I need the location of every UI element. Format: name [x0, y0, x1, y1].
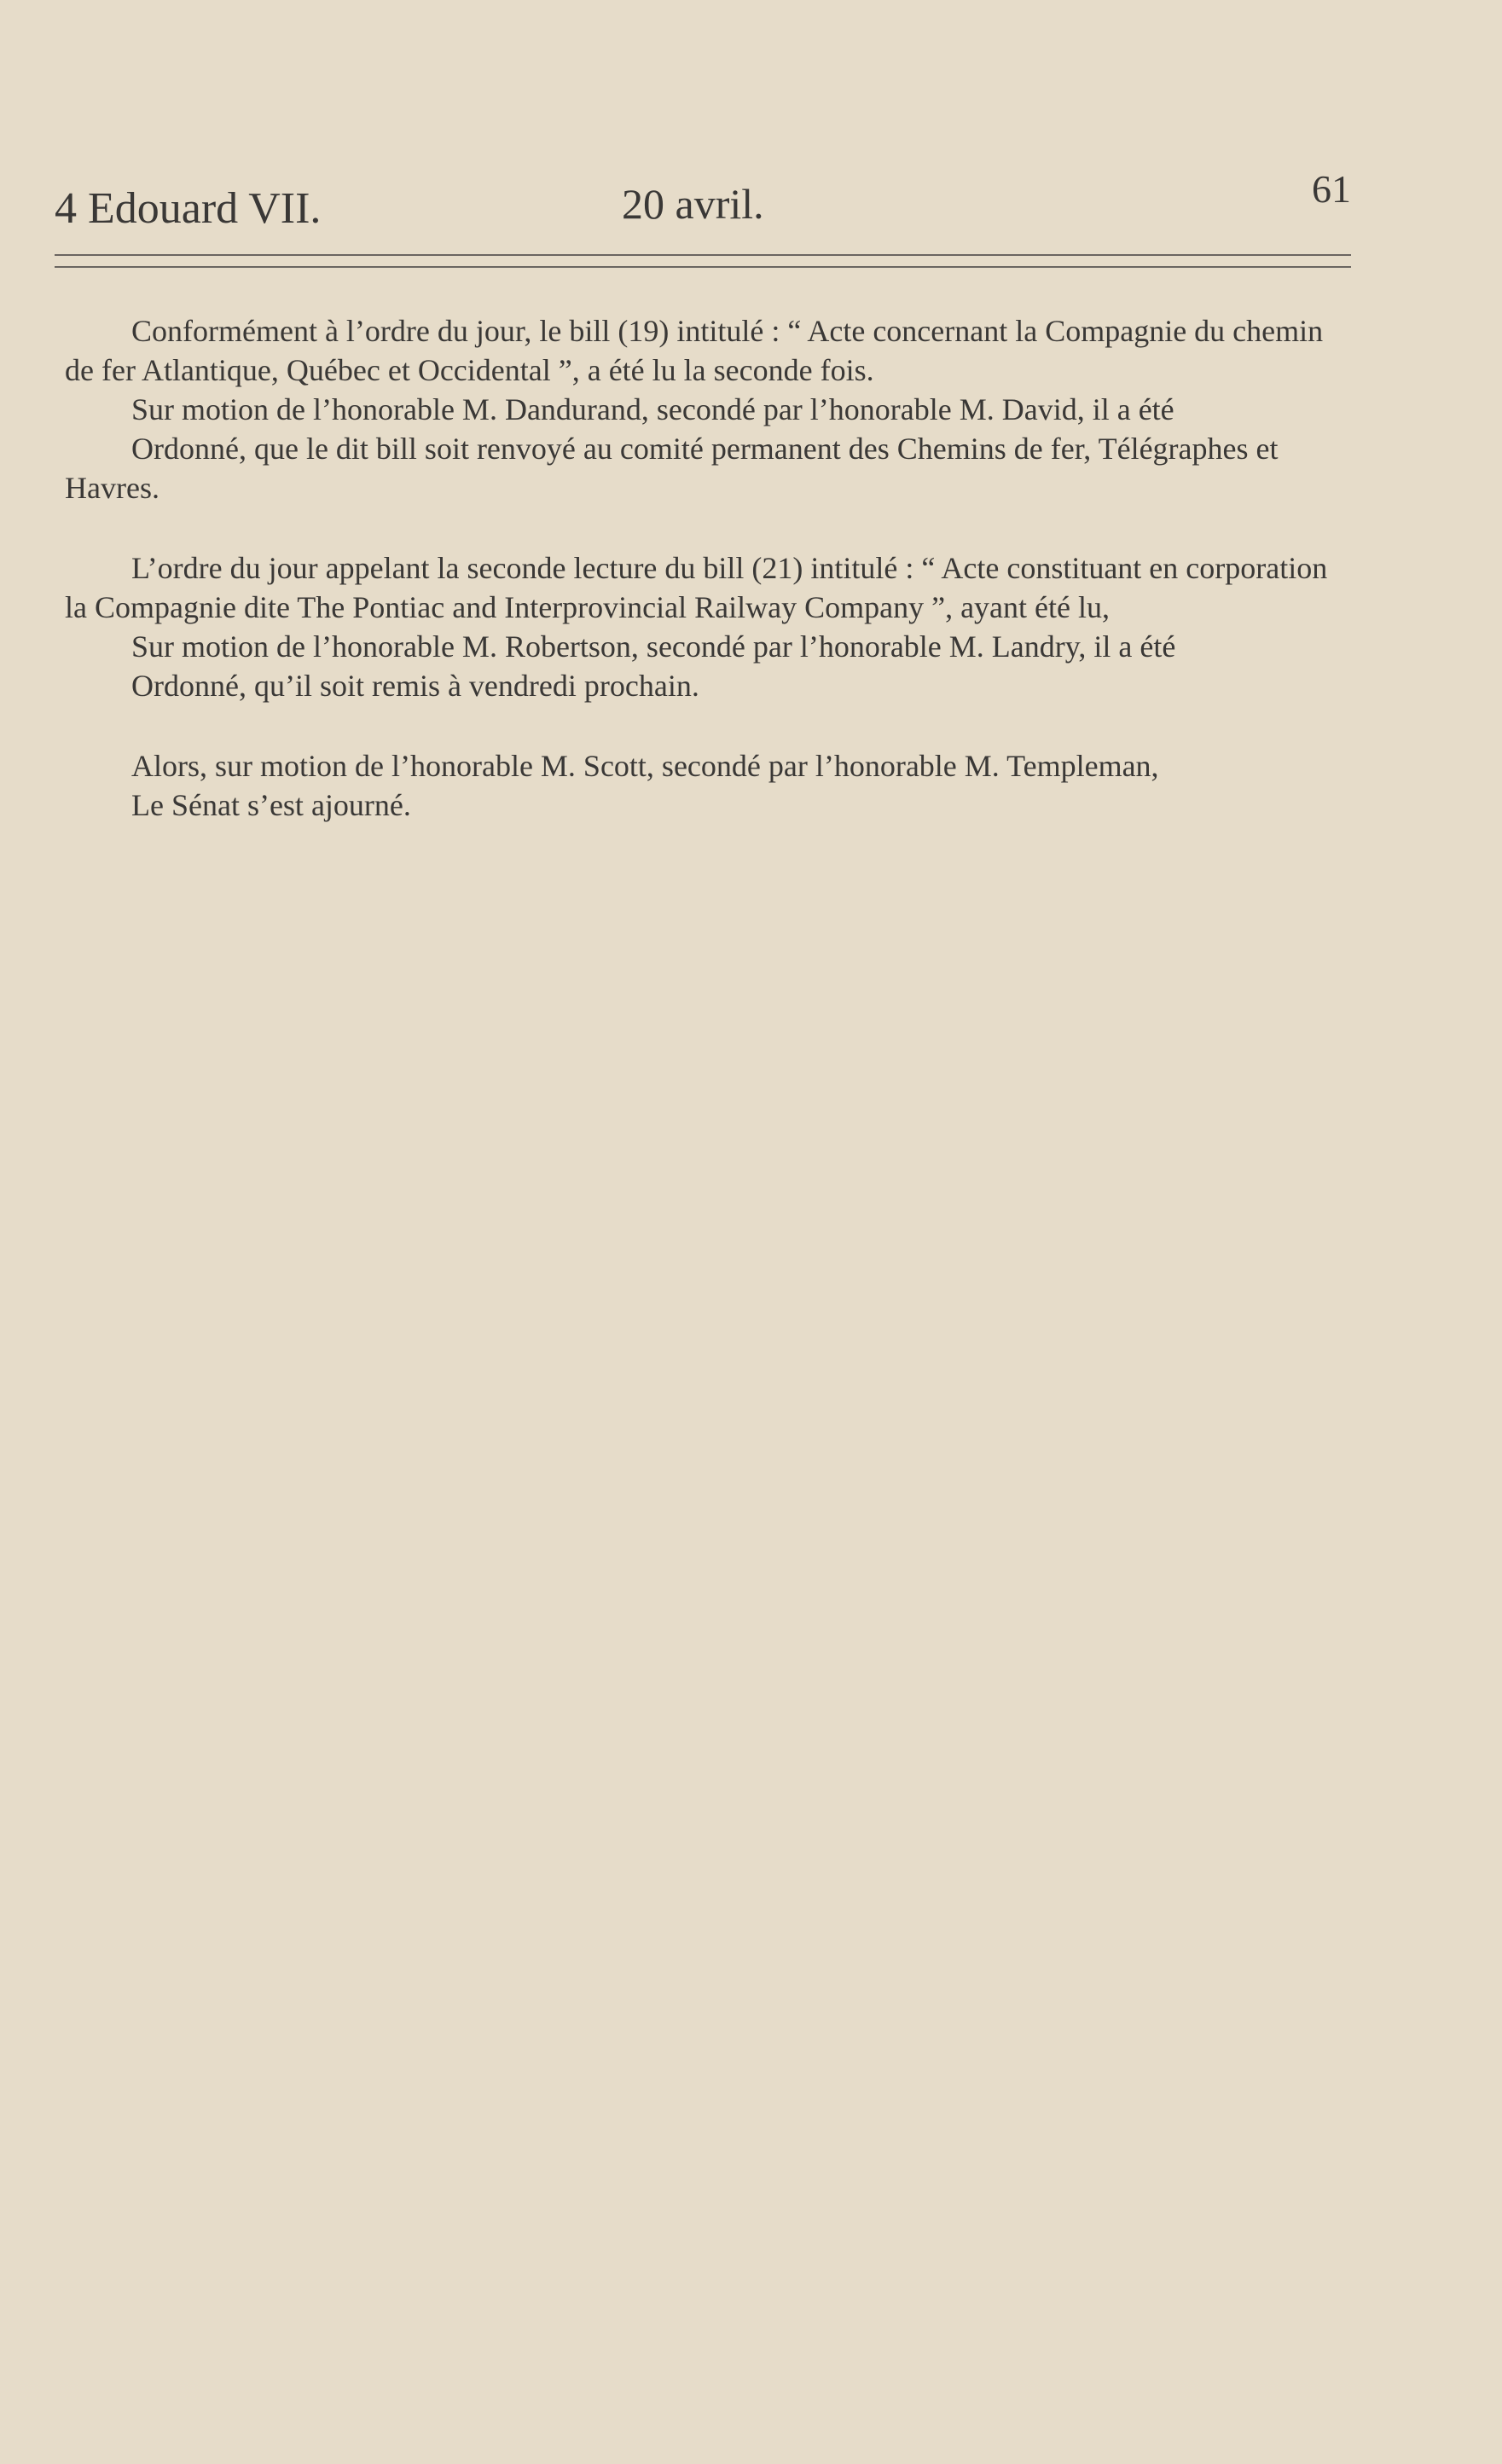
regnal-year: 4 Edouard VII.	[55, 184, 322, 233]
paragraph-order-postponed: Ordonné, qu’il soit remis à vendredi prochain.	[131, 669, 699, 703]
section-gap	[65, 507, 1353, 548]
header-rule-top	[55, 254, 1351, 256]
paragraph-bill-21-reading: L’ordre du jour appelant la seconde lecture du bill (21) intitulé : “ Acte constituant en corporation la Compagnie dite The Pontiac and Interprovincial Railway Company ”, ayant été lu,	[65, 551, 1328, 624]
section-gap	[65, 705, 1353, 746]
paragraph-senate-adjourned: Le Sénat s’est ajourné.	[131, 788, 411, 822]
paragraph-bill-19-reading: Conformément à l’ordre du jour, le bill (19) intitulé : “ Acte concernant la Compagnie du chemin de fer Atlantique, Québec et Occidental ”, a été lu la seconde fois.	[65, 314, 1324, 387]
paragraph-motion-dandurand: Sur motion de l’honorable M. Dandurand, secondé par l’honorable M. David, il a été	[131, 392, 1174, 426]
paragraph-order-referral: Ordonné, que le dit bill soit renvoyé au comité permanent des Chemins de fer, Télégraphes et Havres.	[65, 432, 1279, 505]
header-rule-bottom	[55, 266, 1351, 268]
document-body	[65, 311, 1353, 825]
paragraph-motion-scott: Alors, sur motion de l’honorable M. Scott, secondé par l’honorable M. Templeman,	[131, 749, 1159, 783]
header-date: 20 avril.	[622, 180, 764, 228]
paragraph-motion-robertson: Sur motion de l’honorable M. Robertson, secondé par l’honorable M. Landry, il a été	[131, 629, 1176, 664]
page-header	[55, 166, 1351, 243]
page-number: 61	[1312, 167, 1351, 211]
